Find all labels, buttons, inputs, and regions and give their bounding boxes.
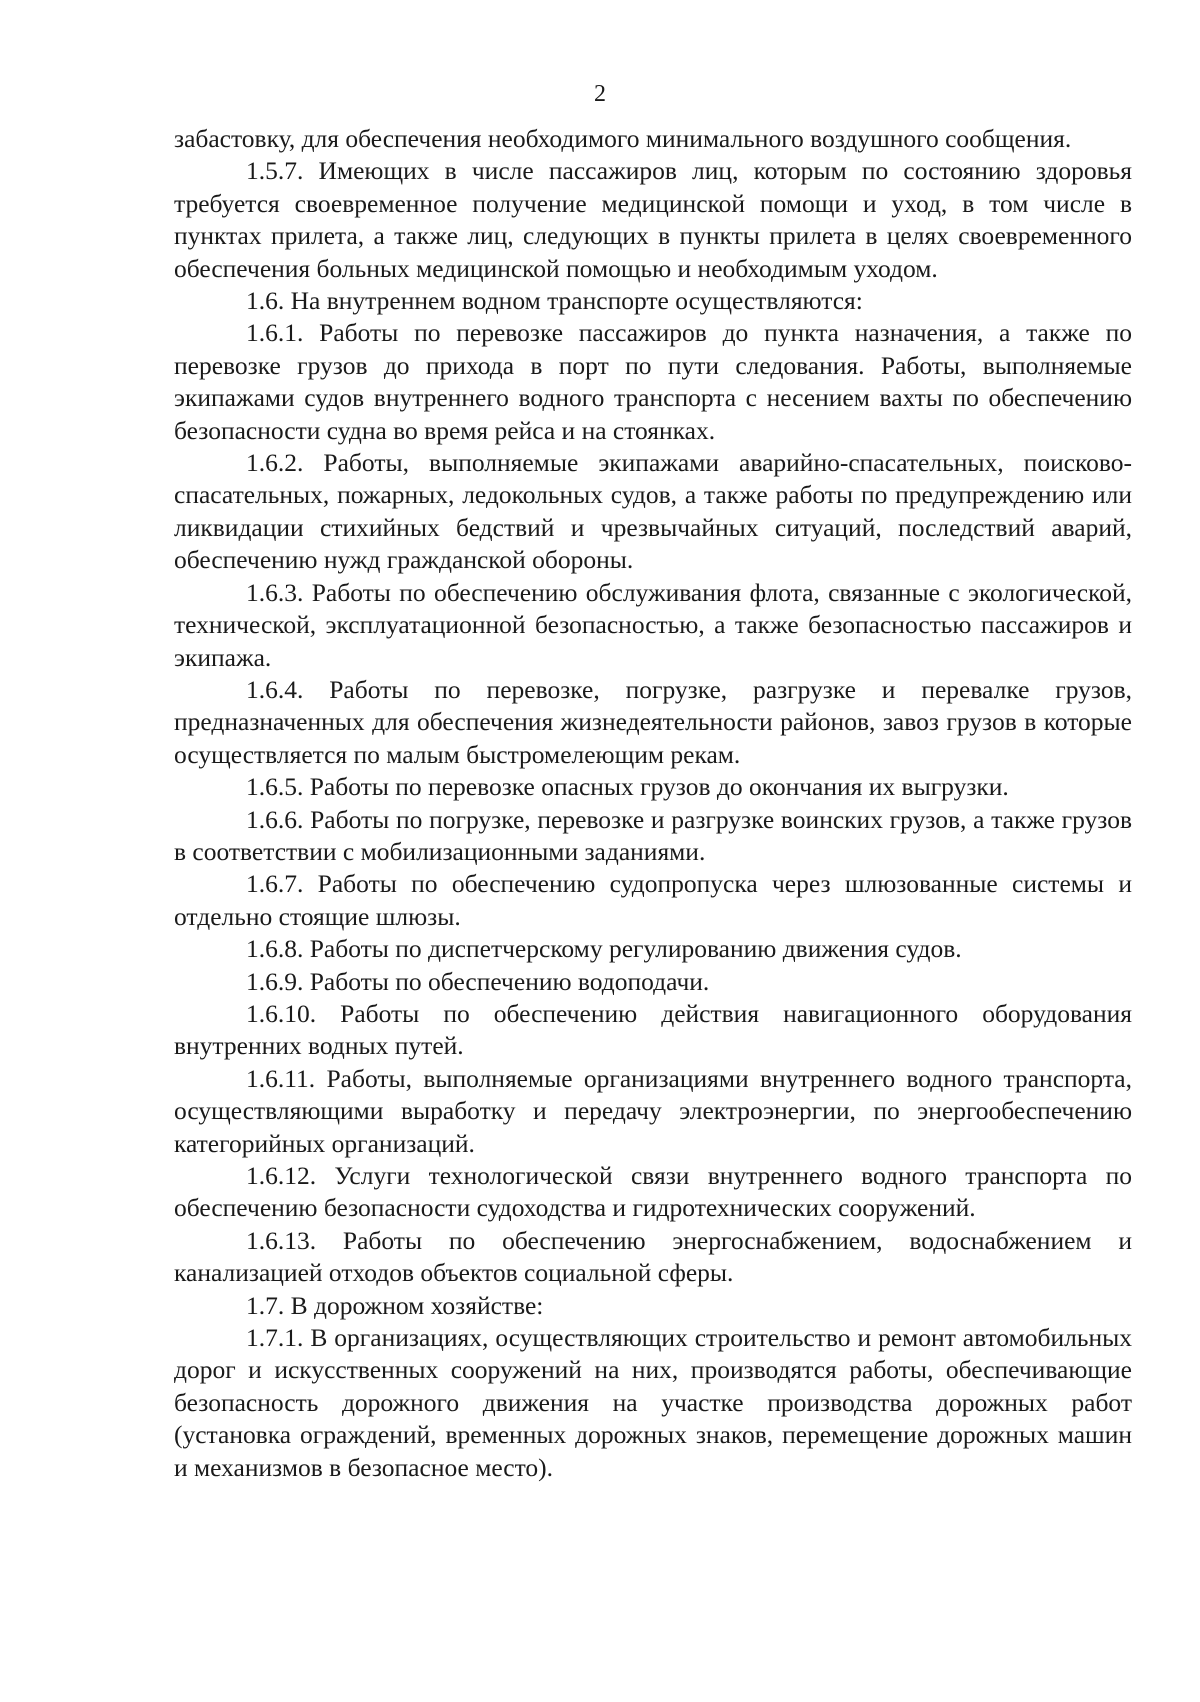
paragraph: забастовку, для обеспечения необходимого минимального воздушного сообщения. xyxy=(174,124,1072,153)
paragraph: 1.6.7. Работы по обеспечению судопропуска через шлюзованные системы и отдельно стоящие шлюзы. xyxy=(174,869,1132,931)
paragraph: 1.6.2. Работы, выполняемые экипажами аварийно-спасательных, поисково-спасательных, пожарных, ледокольных судов, а также работы по предупреждению или ликвидации стихийных бедствий и чрезвычайных ситуаций, последствий аварий, обеспечению нужд гражданской обороны. xyxy=(174,448,1132,575)
paragraph: 1.5.7. Имеющих в числе пассажиров лиц, которым по состоянию здоровья требуется своевременное получение медицинской помощи и уход, в том числе в пунктах прилета, а также лиц, следующих в пункты прилета в целях своевременного обеспечения больных медицинской помощью и необходимым уходом. xyxy=(174,156,1132,283)
paragraph: 1.6.10. Работы по обеспечению действия навигационного оборудования внутренних водных путей. xyxy=(174,998,1132,1061)
paragraph: 1.7.1. В организациях, осуществляющих строительство и ремонт автомобильных дорог и искусственных сооружений на них, производятся работы, обеспечивающие безопасность дорожного движения на участке производства дорожных работ (установка ограждений, временных дорожных знаков, перемещение дорожных машин и механизмов в безопасное место). xyxy=(174,1323,1132,1482)
paragraph: 1.6.9. Работы по обеспечению водоподачи. xyxy=(246,966,710,996)
paragraph: 1.6.13. Работы по обеспечению энергоснабжением, водоснабжением и канализацией отходов объектов социальной сферы. xyxy=(174,1225,1132,1288)
paragraph: 1.6.1. Работы по перевозке пассажиров до пункта назначения, а также по перевозке грузов до прихода в порт по пути следования. Работы, выполняемые экипажами судов внутреннего водного транспорта с несением вахты по обеспечению безопасности судна во время рейса и на стоянках. xyxy=(174,318,1132,445)
paragraph: 1.6.5. Работы по перевозке опасных грузов до окончания их выгрузки. xyxy=(246,772,1009,802)
paragraph: 1.6.6. Работы по погрузке, перевозке и разгрузке воинских грузов, а также грузов в соответствии с мобилизационными заданиями. xyxy=(174,804,1132,866)
paragraph: 1.6. На внутреннем водном транспорте осуществляются: xyxy=(246,286,863,316)
paragraph: 1.6.4. Работы по перевозке, погрузке, разгрузке и перевалке грузов, предназначенных для обеспечения жизнедеятельности районов, завоз грузов в которые осуществляется по малым быстромелеющим рекам. xyxy=(174,674,1132,769)
paragraph: 1.6.3. Работы по обеспечению обслуживания флота, связанные с экологической, технической, эксплуатационной безопасностью, а также безопасностью пассажиров и экипажа. xyxy=(174,577,1132,672)
paragraph: 1.6.12. Услуги технологической связи внутреннего водного транспорта по обеспечению безопасности судоходства и гидротехнических сооружений. xyxy=(174,1161,1132,1223)
page-number: 2 xyxy=(594,81,606,107)
paragraph: 1.6.11. Работы, выполняемые организациями внутреннего водного транспорта, осуществляющими выработку и передачу электроэнергии, по энергообеспечению категорийных организаций. xyxy=(174,1063,1132,1158)
paragraph: 1.6.8. Работы по диспетчерскому регулированию движения судов. xyxy=(246,934,962,964)
document-body xyxy=(174,123,1132,1484)
paragraph: 1.7. В дорожном хозяйстве: xyxy=(246,1290,544,1320)
